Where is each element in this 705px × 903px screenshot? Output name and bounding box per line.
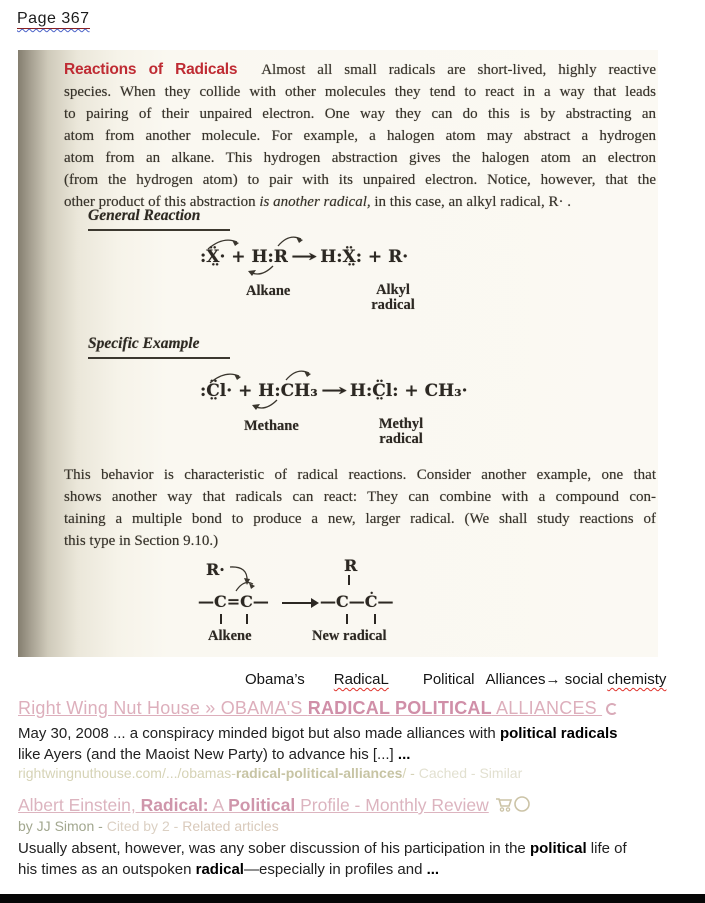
electron-arrow-icon — [248, 398, 280, 418]
typed-word-alliances: Alliances — [485, 671, 546, 688]
bottom-black-bar — [0, 894, 705, 903]
section-title-reactions-of-radicals: Reactions of Radicals — [64, 61, 238, 78]
alkene-label: Alkene — [208, 628, 252, 644]
para1-line3: to pairing of their unpaired electron. One way they can do this is by abstracting an — [64, 106, 656, 122]
electron-arrow-icon — [284, 366, 314, 387]
alkene-addition-diagram — [186, 556, 456, 652]
para2-line4: this type in Section 9.10.) — [64, 533, 219, 549]
cited-by-link[interactable]: Cited by 2 — [106, 818, 170, 834]
reaction-arrow-icon: → — [320, 381, 348, 401]
electron-arrow-icon — [208, 368, 244, 390]
related-articles-link[interactable]: Related articles — [182, 818, 279, 834]
eq2-product-label: Methyl radical — [378, 416, 424, 447]
para1-line4: atom from another molecule. For example, a halogen atom may abstract a hydrogen — [64, 128, 656, 144]
page-367-link[interactable] — [17, 10, 90, 28]
eq2-products: H:C̤̈l: + CH₃· — [349, 381, 468, 401]
bond-icon — [246, 614, 248, 624]
new-radical-label: New radical — [312, 628, 387, 644]
circle-c-icon — [606, 703, 618, 715]
typed-word-social: social — [560, 671, 608, 688]
para1-line1: Almost all small radicals are short-lived, highly reactive — [261, 62, 656, 78]
electron-arrow-icon — [244, 264, 276, 284]
specific-example-heading: Specific Example — [88, 335, 230, 359]
bond-icon — [346, 614, 348, 624]
specific-example-equation — [200, 381, 468, 447]
para1-line7-pre: other product of this abstraction — [64, 194, 260, 210]
reaction-arrow-icon: → — [290, 247, 318, 267]
eq2-reactants: :C̤̈l· + H:CH₃ — [200, 381, 318, 401]
general-reaction-equation — [200, 247, 415, 313]
bond-icon — [374, 614, 376, 624]
eq1-products: H:Ẍ̤: + R· — [320, 247, 409, 267]
page-367-link-text[interactable]: Page 367 — [17, 10, 90, 27]
electron-arrow-icon — [206, 234, 242, 256]
eq1-product-label: Alkyl radical — [371, 282, 415, 313]
typed-annotation-line — [245, 671, 666, 688]
para1-line6: (from the hydrogen atom) to pair with its unpaired electron. Notice, however, that the — [64, 172, 656, 188]
new-radical-skeleton: —C—Ċ— — [320, 592, 394, 611]
typed-word-political: Political — [422, 671, 475, 688]
r-substituent: R — [344, 556, 358, 575]
eq2-reactant-label: Methane — [244, 418, 299, 434]
arrow-right-icon: → — [545, 671, 561, 688]
cached-link[interactable]: Cached — [418, 765, 468, 781]
para1-line5: atom from an alkane. This hydrogen abstraction gives the halogen atom an electron — [64, 150, 656, 166]
para2-line3: taining a multiple bond to produce a new, larger radical. (We shall study reactions of — [64, 511, 656, 527]
paragraph-2 — [64, 464, 656, 552]
result1-url: rightwingnuthouse.com/.../obamas-radical-political-alliances/ - Cached - Similar — [18, 765, 523, 781]
typed-word-chemisty-misspelled: chemisty — [607, 671, 667, 688]
result2-title-link[interactable]: Albert Einstein, Radical: A Political Profile - Monthly Review — [18, 795, 531, 818]
result2-snippet: Usually absent, however, was any sober discussion of his participation in the political life of his times as an outspoken radical—especially in profiles and ... — [18, 840, 627, 878]
para2-line1: This behavior is characteristic of radical reactions. Consider another example, one that — [64, 467, 656, 483]
cart-and-clock-icon — [495, 796, 531, 818]
bond-icon — [220, 614, 222, 624]
eq1-reactants: :Ẍ̤· + H:R — [200, 247, 288, 267]
alkene-skeleton: —C=C— — [198, 592, 269, 611]
attacking-radical: R· — [206, 560, 225, 579]
para1-line2: species. When they collide with other molecules they tend to react in a way that leads — [64, 84, 656, 100]
general-reaction-heading: General Reaction — [88, 207, 230, 231]
para1-line7-post: in this case, an alkyl radical, R· . — [370, 194, 571, 210]
para1-line7-italic: is another radical, — [259, 194, 371, 210]
typed-word-obamas: Obama’s — [245, 671, 305, 688]
paragraph-1 — [64, 59, 656, 213]
para2-line2: shows another way that radicals can react: They can combine with a compound con- — [64, 489, 656, 505]
reaction-arrow-icon — [282, 602, 312, 604]
result1-snippet: May 30, 2008 ... a conspiracy minded bigot but also made alliances with political radicals like Ayers (and the Maoist New Party) to advance his [...] ... — [18, 725, 618, 763]
textbook-scan — [18, 50, 658, 657]
typed-word-radical-misspelled: RadicaL — [333, 671, 389, 688]
result2-byline: by JJ Simon - Cited by 2 - Related articles — [18, 818, 279, 834]
similar-link[interactable]: Similar — [479, 765, 523, 781]
bond-icon — [348, 575, 350, 585]
eq1-reactant-label: Alkane — [246, 283, 291, 299]
result1-title-link[interactable]: Right Wing Nut House » OBAMA'S RADICAL POLITICAL ALLIANCES — [18, 698, 618, 719]
